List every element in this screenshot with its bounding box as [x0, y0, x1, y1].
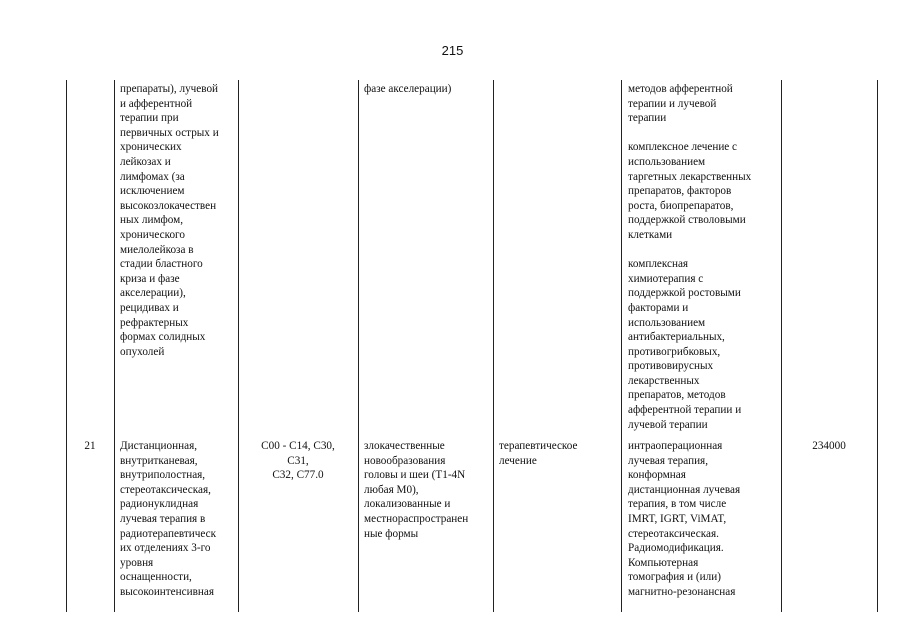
column-divider — [358, 80, 359, 612]
cell-21-cost: 234000 — [812, 440, 846, 452]
column-divider — [66, 80, 67, 612]
column-divider — [238, 80, 239, 612]
cell-21-number: 21 — [84, 440, 96, 452]
column-divider — [621, 80, 622, 612]
cell-continued-name: препараты), лучевой и афферентной терапии при первичных острых и хронических лейкозах и лимфомах (за исключением высокозлокачествен ных лимфом, хронического миелолейкоза в стадии бластного криза и фазе акселерации), рецидивах и рефрактерных формах солидных опухолей — [120, 83, 219, 358]
cell-21-name: Дистанционная, внутритканевая, внутриполостная, стереотаксическая, радионуклидная лучевая терапия в радиотерапевтическ их отделениях 3-го уровня оснащенности, высокоинтенсивная — [120, 440, 217, 598]
cell-21-model: злокачественные новообразования головы и шеи (T1-4N любая M0), локализованные и местнораспространен ные формы — [364, 440, 469, 540]
page-number: 215 — [441, 43, 464, 58]
cell-21-method: интраоперационная лучевая терапия, конформная дистанционная лучевая терапия, в том числе IMRT, IGRT, ViMAT, стереотаксическая. Радиомодификация. Компьютерная томография и (или) магнитно-резонансная — [628, 440, 741, 598]
cell-continued-model: фазе акселерации) — [364, 83, 452, 95]
column-divider — [877, 80, 878, 612]
column-divider — [781, 80, 782, 612]
cell-21-icd: C00 - C14, C30, C31, C32, C77.0 — [261, 440, 335, 482]
cell-continued-method: методов афферентной терапии и лучевой терапии комплексное лечение с использованием таргетных лекарственных препаратов, факторов роста, биопрепаратов, поддержкой стволовыми клетками комплексная химиотерапия с поддержкой ростовыми факторами и использованием антибактериальных, противогрибковых, противовирусных лекарственных препаратов, методов афферентной терапии и лучевой терапии — [628, 83, 752, 431]
cell-21-treatment: терапевтическое лечение — [499, 440, 578, 467]
column-divider — [493, 80, 494, 612]
column-divider — [114, 80, 115, 612]
